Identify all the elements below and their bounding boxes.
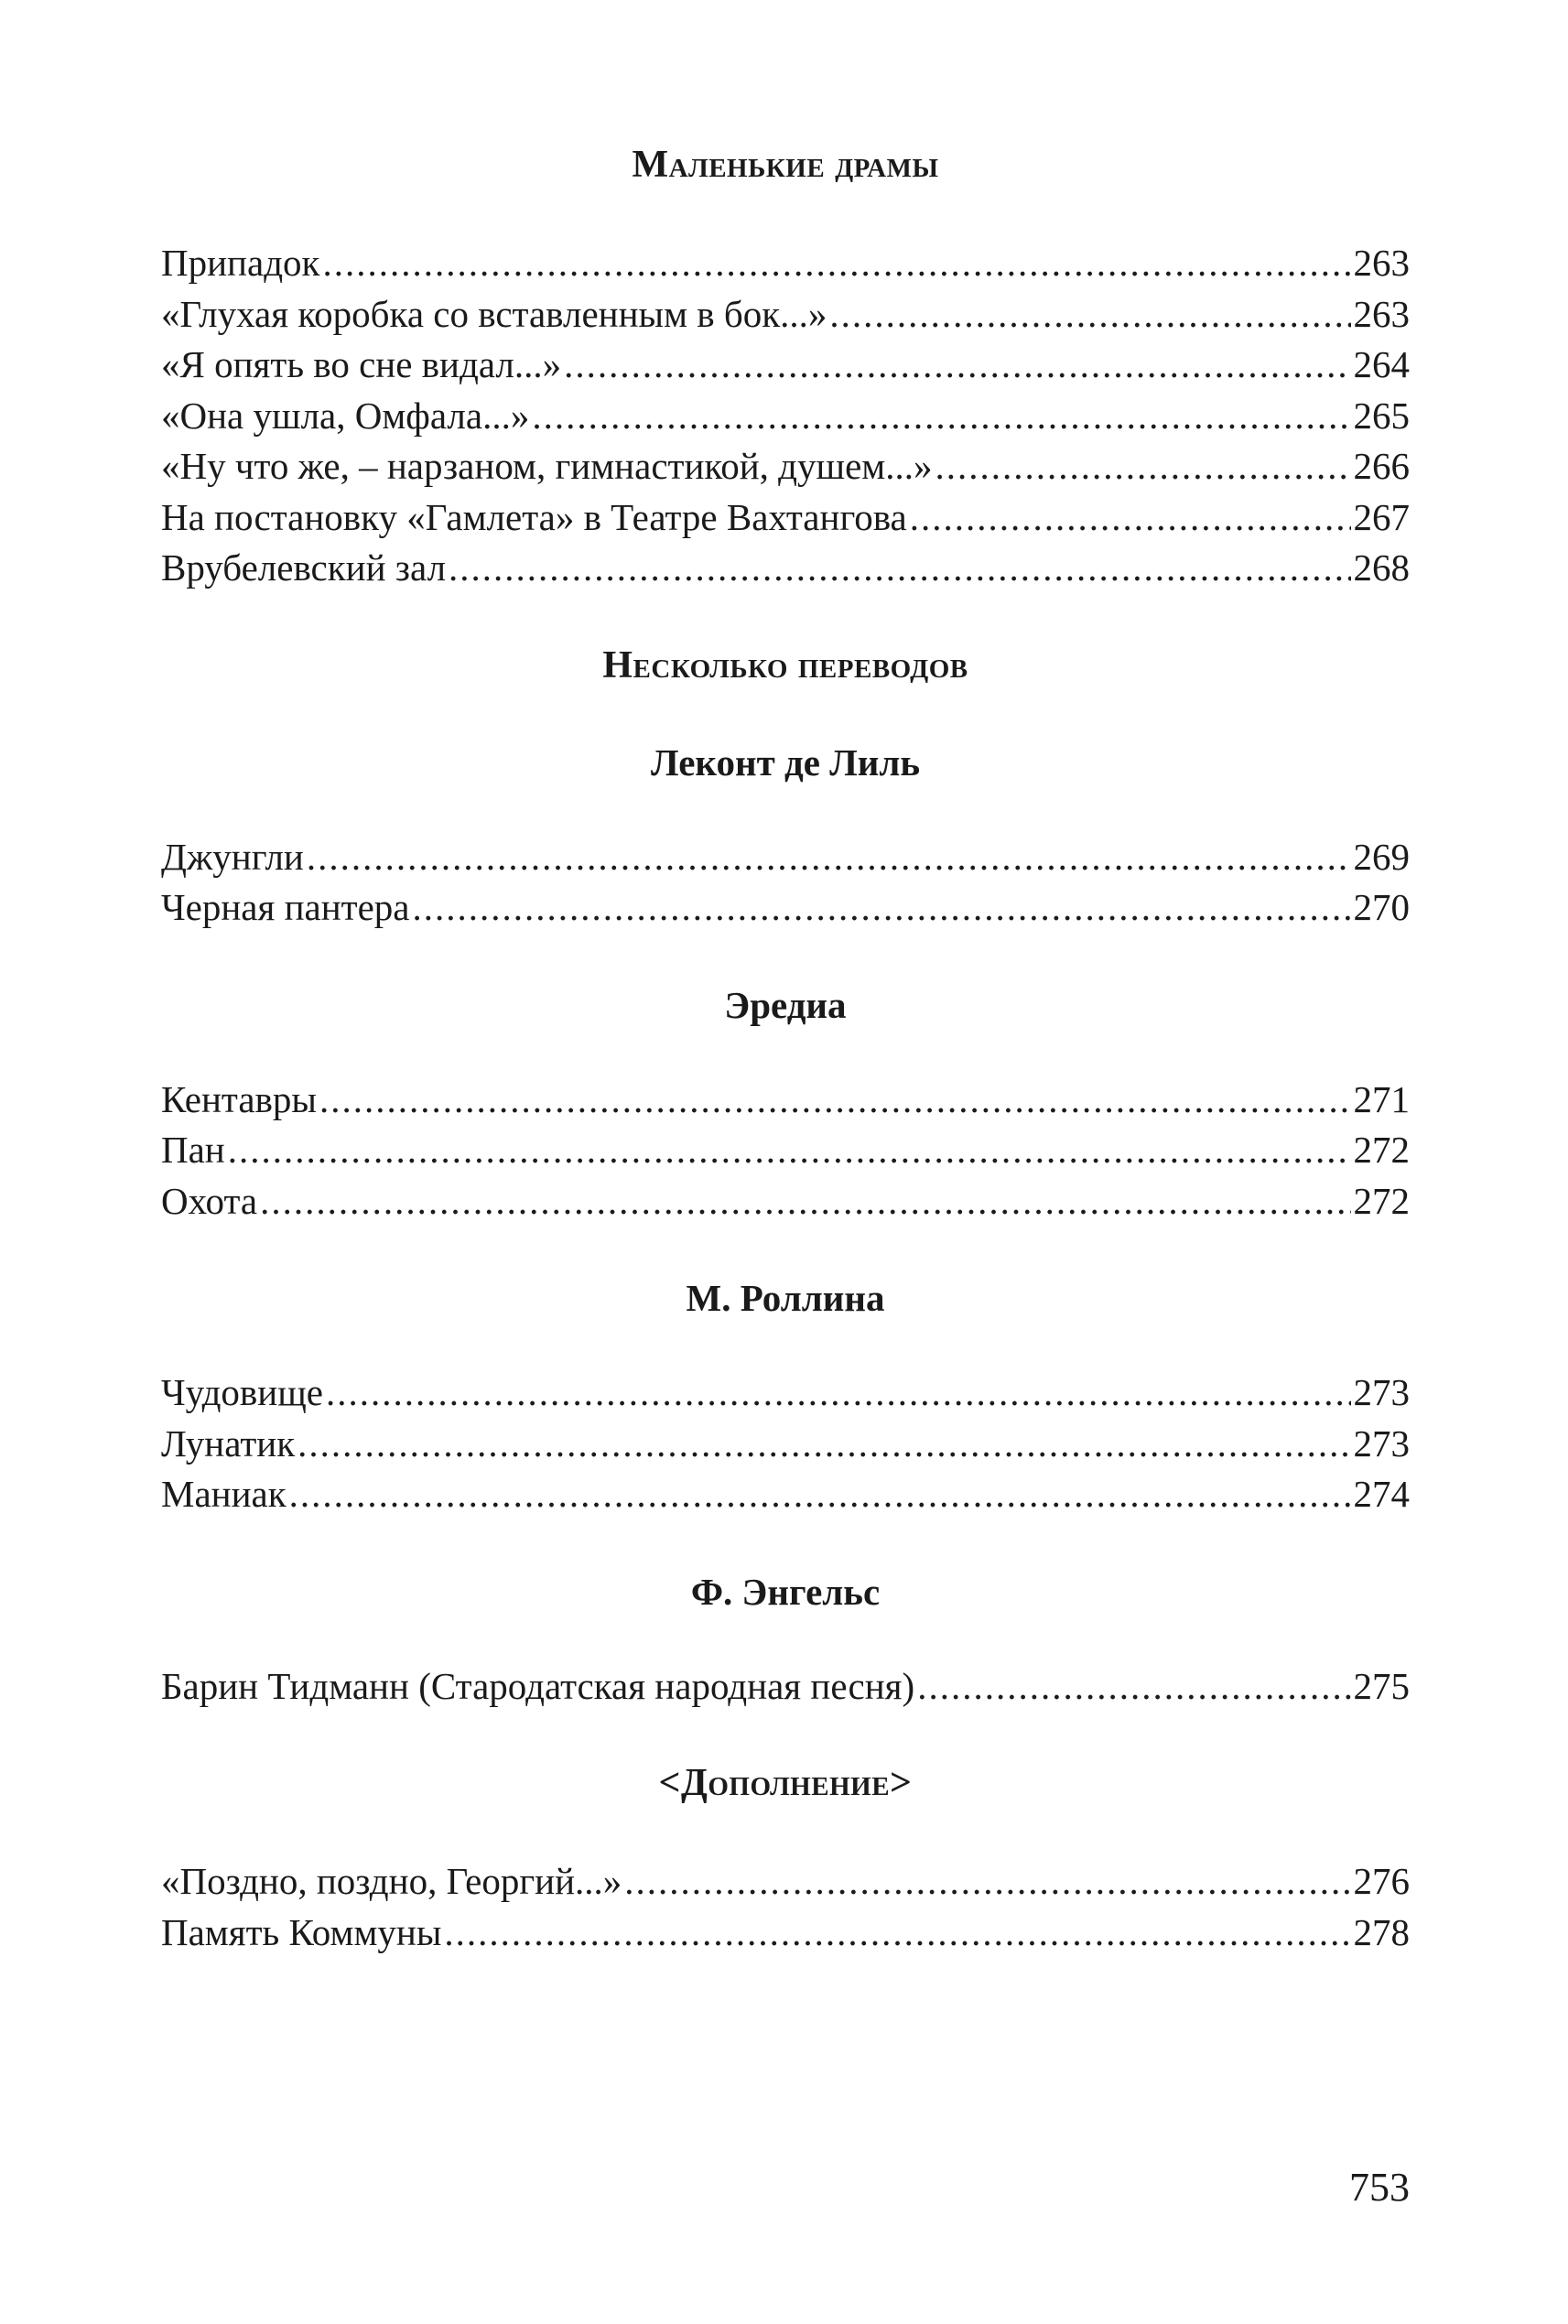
toc-entry[interactable]	[161, 340, 1410, 391]
entry-page-number: 278	[1353, 1910, 1410, 1953]
toc-entry[interactable]	[161, 1367, 1410, 1419]
entry-page-number: 275	[1353, 1664, 1410, 1707]
dot-leader	[228, 1125, 1351, 1176]
toc-list	[161, 832, 1410, 934]
dot-leader	[322, 238, 1350, 289]
entry-page-number: 272	[1353, 1179, 1410, 1222]
table-of-contents	[161, 139, 1410, 1958]
toc-entry[interactable]	[161, 1469, 1410, 1520]
entry-page-number: 272	[1353, 1129, 1410, 1171]
entry-title: Кентавры	[161, 1077, 317, 1120]
toc-entry[interactable]	[161, 832, 1410, 883]
dot-leader	[829, 289, 1350, 340]
author-heading: Ф. Энгельс	[690, 1570, 881, 1613]
dot-leader	[564, 340, 1350, 391]
dot-leader	[532, 391, 1350, 442]
toc-list	[161, 238, 1410, 594]
entry-page-number: 263	[1353, 242, 1410, 284]
section-heading: <Дополнение>	[658, 1762, 913, 1804]
entry-title: Черная пантера	[161, 886, 410, 928]
dot-leader	[307, 832, 1351, 883]
toc-entry[interactable]	[161, 391, 1410, 442]
toc-entry[interactable]	[161, 492, 1410, 544]
toc-list	[161, 1856, 1410, 1958]
dot-leader	[910, 492, 1351, 544]
toc-entry[interactable]	[161, 441, 1410, 492]
entry-title: «Она ушла, Омфала...»	[161, 394, 530, 437]
entry-page-number: 269	[1353, 835, 1410, 878]
dot-leader	[413, 882, 1351, 934]
entry-title: Пан	[161, 1129, 225, 1171]
toc-entry[interactable]	[161, 1661, 1410, 1713]
section-heading: Маленькие драмы	[632, 144, 939, 186]
toc-entry[interactable]	[161, 1125, 1410, 1176]
entry-title: Память Коммуны	[161, 1910, 442, 1953]
toc-list	[161, 1367, 1410, 1520]
entry-title: «Я опять во сне видал...»	[161, 343, 562, 385]
entry-page-number: 267	[1353, 495, 1410, 538]
dot-leader	[326, 1367, 1351, 1419]
entry-page-number: 276	[1353, 1860, 1410, 1902]
page-number: 753	[1349, 2165, 1410, 2210]
dot-leader	[297, 1419, 1350, 1470]
entry-title: Маниак	[161, 1473, 287, 1515]
dot-leader	[260, 1176, 1350, 1227]
author-heading: Леконт де Лиль	[650, 740, 921, 784]
entry-page-number: 265	[1353, 394, 1410, 437]
entry-title: Джунгли	[161, 835, 304, 878]
toc-entry[interactable]	[161, 1176, 1410, 1227]
entry-title: Охота	[161, 1179, 258, 1222]
toc-entry[interactable]	[161, 1908, 1410, 1959]
entry-page-number: 273	[1353, 1421, 1410, 1465]
entry-page-number: 264	[1353, 343, 1410, 385]
toc-entry[interactable]	[161, 1075, 1410, 1126]
toc-entry[interactable]	[161, 289, 1410, 340]
dot-leader	[444, 1908, 1350, 1959]
entry-title: Припадок	[161, 242, 320, 284]
entry-title: Барин Тидманн (Стародатская народная песня)	[161, 1664, 915, 1707]
toc-entry[interactable]	[161, 238, 1410, 289]
dot-leader	[449, 543, 1350, 594]
toc-list	[161, 1661, 1410, 1713]
entry-title: «Ну что же, – нарзаном, гимнастикой, душем...»	[161, 445, 933, 487]
section-heading: Несколько переводов	[602, 643, 968, 686]
toc-entry[interactable]	[161, 1419, 1410, 1470]
entry-title: На постановку «Гамлета» в Театре Вахтангова	[161, 495, 907, 538]
entry-title: «Глухая коробка со вставленным в бок...»	[161, 292, 827, 335]
entry-page-number: 274	[1353, 1473, 1410, 1515]
dot-leader	[289, 1469, 1351, 1520]
toc-entry[interactable]	[161, 882, 1410, 934]
entry-title: Врубелевский зал	[161, 546, 447, 589]
entry-page-number: 273	[1353, 1371, 1410, 1413]
entry-title: «Поздно, поздно, Георгий...»	[161, 1860, 622, 1902]
entry-page-number: 271	[1353, 1077, 1410, 1120]
entry-page-number: 268	[1353, 546, 1410, 589]
author-heading: Эредиа	[724, 983, 847, 1026]
dot-leader	[624, 1856, 1350, 1908]
toc-entry[interactable]	[161, 1856, 1410, 1908]
entry-title: Лунатик	[161, 1421, 296, 1465]
entry-page-number: 266	[1353, 445, 1410, 487]
entry-page-number: 263	[1353, 292, 1410, 335]
toc-entry[interactable]	[161, 543, 1410, 594]
toc-list	[161, 1075, 1410, 1227]
dot-leader	[935, 441, 1350, 492]
dot-leader	[917, 1661, 1350, 1713]
entry-page-number: 270	[1353, 886, 1410, 928]
dot-leader	[319, 1075, 1351, 1126]
author-heading: М. Роллина	[686, 1277, 885, 1319]
entry-title: Чудовище	[161, 1371, 323, 1413]
